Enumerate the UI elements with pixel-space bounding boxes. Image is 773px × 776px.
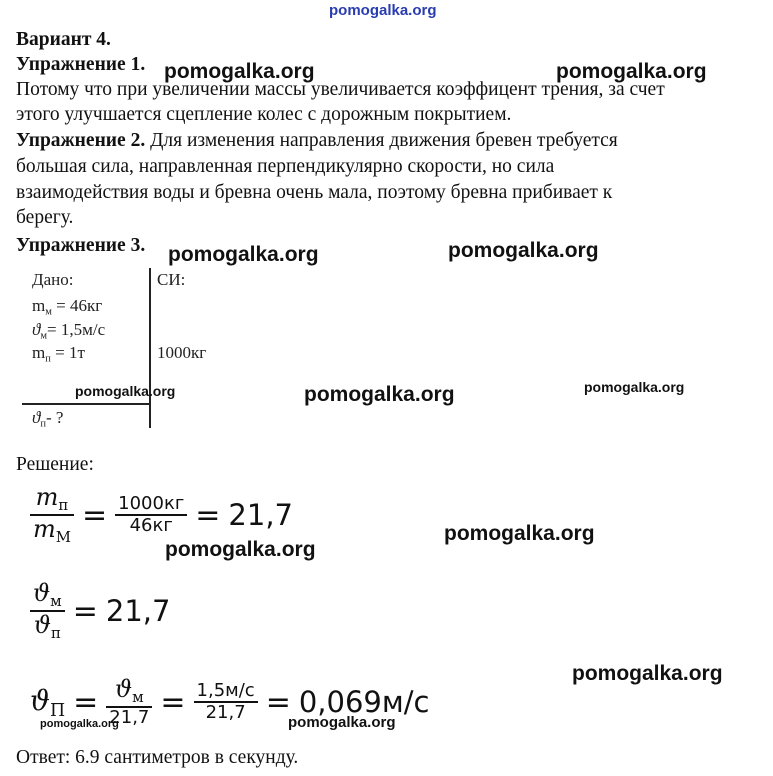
exercise-3-heading: Упражнение 3. [16, 235, 146, 256]
mass-m-subscript: м [45, 306, 52, 318]
given-horizontal-divider [22, 403, 150, 405]
exercise-2-line-3: взаимодействия воды и бревна очень мала, поэтому бревна прибивает к [16, 182, 613, 203]
watermark: pomogalka.org [556, 60, 707, 83]
velocity-m-value: = 1,5м/с [47, 320, 106, 339]
exercise-1-line-2: этого улучшается сцепление колес с дорожным покрытием. [16, 104, 512, 125]
watermark: pomogalka.org [164, 60, 315, 83]
watermark-top: pomogalka.org [329, 2, 437, 19]
exercise-1-heading: Упражнение 1. [16, 54, 146, 75]
velocity-ratio-numerator: $ϑ_м$ [33, 579, 62, 611]
mass-ratio-denominator: $m_М$ [33, 515, 71, 547]
exercise-1-line-1: Потому что при увеличении массы увеличивается коэффицент трения, за счет [16, 79, 665, 100]
exercise-2-line-1: Для изменения направления движения бревен требуется [150, 130, 618, 151]
exercise-2-paragraph [16, 128, 618, 153]
mass-values-denominator: 46кг [129, 515, 173, 537]
velocity-ratio-result: 21,7 [105, 594, 171, 629]
equation-mass-ratio: $\frac{m_п}{m_М}$ = $\frac{1000кг}{46кг}$ = 21,7 [30, 484, 293, 547]
velocity-m-subscript: м [40, 330, 48, 342]
mass-ratio-result: 21,7 [228, 498, 293, 533]
watermark: pomogalka.org [165, 538, 316, 561]
page-title: Вариант 4. [16, 29, 111, 50]
equation-velocity-ratio: $\frac{ϑ_м}{ϑ_п}$ = 21,7 [30, 580, 170, 643]
mass-p-symbol: m [32, 343, 46, 362]
solution-label: Решение: [16, 454, 94, 475]
velocity-p-fraction-1-denominator: 21,7 [109, 707, 150, 729]
given-mass-m [32, 296, 102, 318]
mass-values-numerator: 1000кг [118, 492, 185, 514]
find-subscript: п [40, 418, 46, 430]
watermark: pomogalka.org [448, 239, 599, 262]
si-label: СИ: [157, 270, 186, 289]
find-symbol: ϑ [32, 408, 41, 427]
watermark: pomogalka.org [584, 379, 685, 395]
mass-ratio-fraction [30, 484, 74, 547]
exercise-2-line-2: большая сила, направленная перпендикулярно скорости, но сила [16, 156, 555, 177]
given-velocity-m [32, 320, 105, 342]
watermark: pomogalka.org [168, 243, 319, 266]
find-velocity-p [32, 408, 63, 430]
mass-values-fraction [115, 494, 187, 537]
velocity-p-fraction-2-denominator: 21,7 [205, 702, 246, 724]
watermark: pomogalka.org [75, 383, 176, 399]
watermark: pomogalka.org [288, 714, 396, 731]
mass-p-si-value: 1000кг [157, 343, 207, 362]
velocity-m-symbol: ϑ [32, 320, 41, 339]
mass-p-subscript: п [45, 353, 51, 365]
velocity-p-result: 0,069м/с [298, 685, 430, 720]
watermark: pomogalka.org [444, 522, 595, 545]
velocity-ratio-denominator: $ϑ_п$ [33, 611, 61, 643]
velocity-p-fraction-1-numerator: $ϑ_м$ [114, 675, 144, 707]
answer-text: Ответ: 6.9 сантиметров в секунду. [16, 747, 299, 768]
mass-ratio-numerator: $m_п$ [35, 483, 69, 515]
exercise-2-heading: Упражнение 2. [16, 130, 146, 151]
mass-m-symbol: m [32, 296, 46, 315]
velocity-ratio-fraction [30, 580, 65, 643]
given-label: Дано: [32, 270, 74, 289]
given-mass-p [32, 343, 85, 365]
watermark: pomogalka.org [572, 662, 723, 685]
mass-m-value: = 46кг [51, 296, 103, 315]
velocity-p-lhs: $ϑ_П$ [30, 683, 66, 722]
watermark: pomogalka.org [40, 718, 119, 730]
velocity-p-fraction-2 [194, 681, 258, 724]
watermark: pomogalka.org [304, 383, 455, 406]
exercise-2-line-4: берегу. [16, 207, 74, 228]
find-value: - ? [45, 408, 64, 427]
mass-p-value: = 1т [50, 343, 85, 362]
velocity-p-fraction-2-numerator: 1,5м/с [196, 679, 255, 701]
equation-velocity-p: $ϑ_П$ = $\frac{ϑ_м}{21,7}$ = $\frac{1,5м/с}{21,7}$ = 0,069м/с [30, 675, 430, 729]
